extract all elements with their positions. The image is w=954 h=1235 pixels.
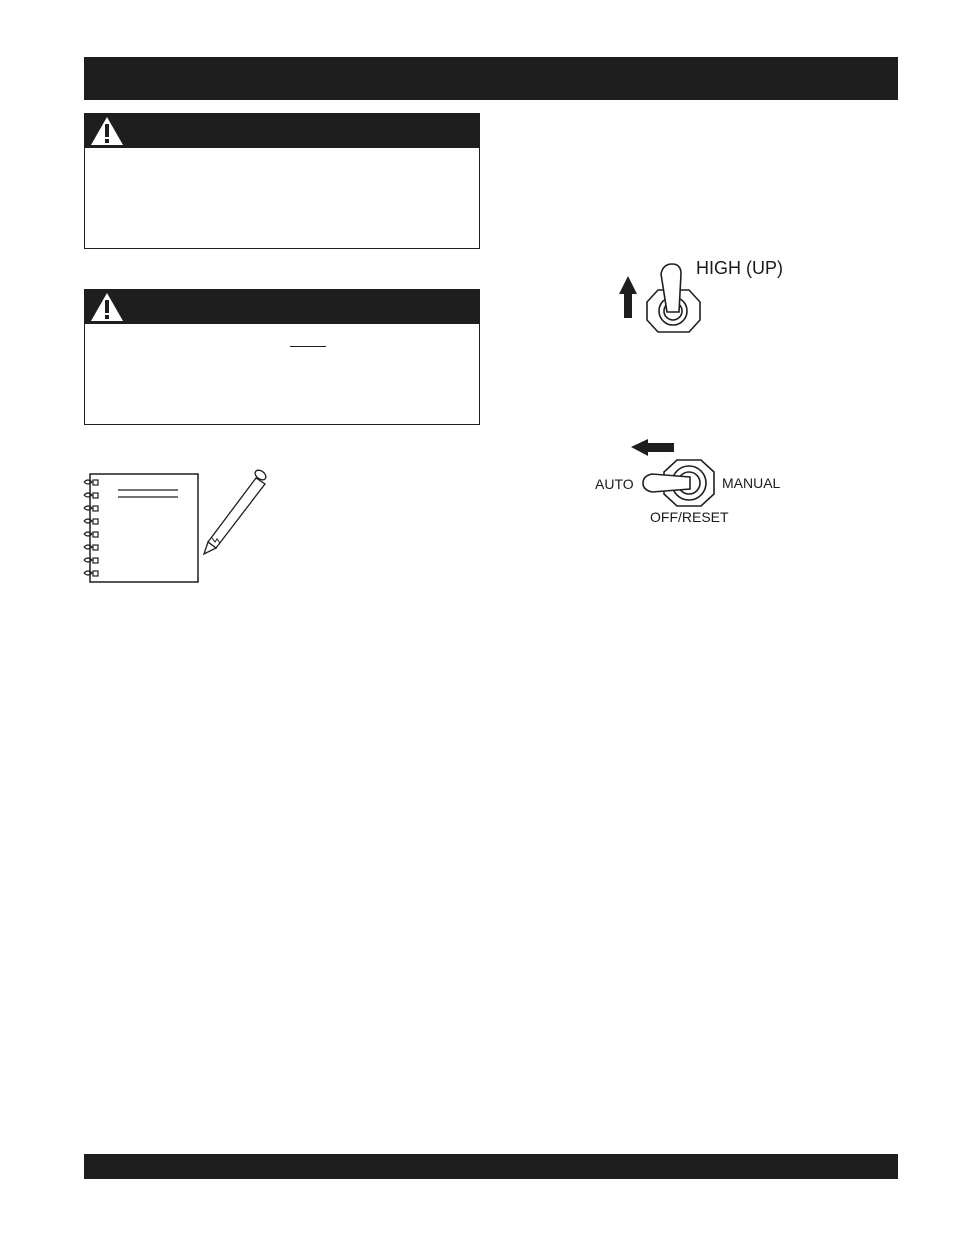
switch-label-manual: MANUAL (722, 475, 781, 491)
toggle-switch-high (647, 264, 700, 332)
arrow-left-icon (631, 439, 674, 456)
footer-bar (84, 1154, 898, 1179)
switch-label-off-reset: OFF/RESET (650, 509, 729, 525)
switch-label-auto: AUTO (595, 476, 634, 492)
switch-label-high: HIGH (UP) (696, 258, 783, 278)
arrow-up-icon (619, 276, 637, 318)
toggle-switch-auto-manual (643, 460, 714, 506)
